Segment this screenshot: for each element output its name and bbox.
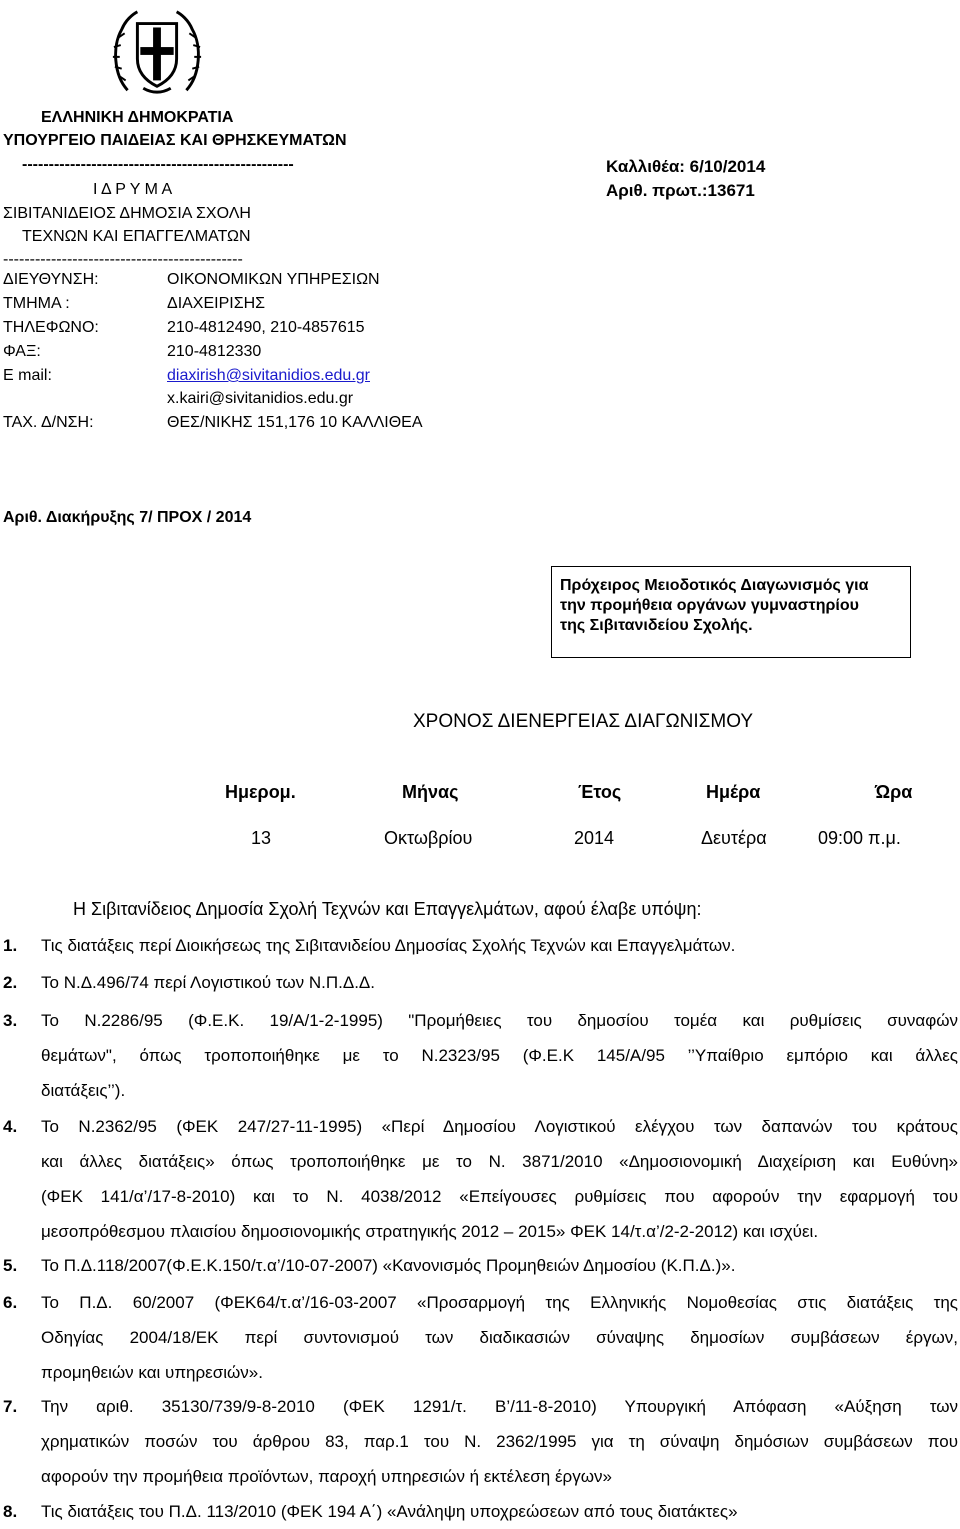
schedule-value-year: 2014 xyxy=(574,828,615,848)
foundation-label: Ι Δ Ρ Υ Μ Α xyxy=(93,181,173,198)
schedule-header-year: Έτος xyxy=(578,782,622,802)
list-item-line: μεσοπρόθεσμου πλαισίου δημοσιονομικής στρατηγικής 2012 – 2015» ΦΕΚ 14/τ.α’/2-2-2012) και ισχύει. xyxy=(41,1222,819,1241)
list-item xyxy=(41,965,958,1000)
list-item-line: Τις διατάξεις περί Διοικήσεως της Σιβιτανιδείου Δημοσίας Σχολής Τεχνών και Επαγγελμάτων. xyxy=(41,936,736,955)
list-item-line: Το Ν.2286/95 (Φ.Ε.Κ. 19/Α/1-2-1995) "Προμήθειες του δημοσίου τομέα και ρυθμίσεις συναφών xyxy=(41,1011,958,1030)
list-item-number: 1. xyxy=(3,936,18,955)
header-separator-2: --------------------------------------------- xyxy=(3,251,243,268)
list-item-number: 3. xyxy=(3,1011,18,1030)
subject-box xyxy=(551,566,911,658)
schedule-header-day-number: Ημερομ. xyxy=(225,782,296,802)
schedule-value-day-number: 13 xyxy=(251,828,272,848)
header-separator-1: --------------------------------------------------- xyxy=(22,156,294,173)
republic-heading: ΕΛΛΗΝΙΚΗ ΔΗΜΟΚΡΑΤΙΑ xyxy=(41,109,234,126)
announcement-number: Αριθ. Διακήρυξης 7/ ΠΡΟΧ / 2014 xyxy=(3,509,252,526)
list-item-line: Οδηγίας 2004/18/ΕΚ περί συντονισμού των διαδικασιών σύναψης δημοσίων συμβάσεων έργων, xyxy=(41,1328,958,1347)
contact-label-address: ΤΑΧ. Δ/ΝΣΗ: xyxy=(3,414,94,431)
list-item xyxy=(41,1389,958,1494)
list-item-number: 8. xyxy=(3,1502,18,1521)
schedule-value-time: 09:00 π.μ. xyxy=(818,828,901,848)
protocol-number: Αριθ. πρωτ.:13671 xyxy=(606,181,755,200)
list-item-line: Το Π.Δ. 60/2007 (ΦΕΚ64/τ.α’/16-03-2007 «Προσαρμογή της Ελληνικής Νομοθεσίας στις διατάξεις της xyxy=(41,1293,958,1312)
place-date: Καλλιθέα: 6/10/2014 xyxy=(606,157,766,176)
list-item-line: αφορούν την προμήθεια προϊόντων, παροχή υπηρεσιών ή εκτέλεση έργων» xyxy=(41,1467,612,1486)
list-item xyxy=(41,1003,958,1108)
subject-line-3: της Σιβιτανιδείου Σχολής. xyxy=(560,617,753,634)
list-item-line: και άλλες διατάξεις» όπως τροποποιήθηκε με το Ν. 3871/2010 «Δημοσιονομική Διαχείριση και Ευθύνη» xyxy=(41,1152,958,1171)
list-item-line: χρηματικών ποσών του άρθρου 83, παρ.1 του Ν. 2362/1995 για τη σύναψη δημόσιων συμβάσεων που xyxy=(41,1432,958,1451)
list-item xyxy=(41,1248,958,1283)
list-item-number: 2. xyxy=(3,973,18,992)
contact-value-address: ΘΕΣ/ΝΙΚΗΣ 151,176 10 ΚΑΛΛΙΘΕΑ xyxy=(167,414,423,431)
list-item-number: 6. xyxy=(3,1293,18,1312)
list-item-line: διατάξεις’’). xyxy=(41,1081,126,1100)
greek-coat-of-arms-emblem xyxy=(108,2,206,100)
list-item xyxy=(41,1285,958,1390)
contact-label-department: ΤΜΗΜΑ : xyxy=(3,295,70,312)
list-item-line: (ΦΕΚ 141/α’/17-8-2010) και το Ν. 4038/2012 «Επείγουσες ρυθμίσεις που αφορούν την εφαρμογή του xyxy=(41,1187,958,1206)
list-item-number: 7. xyxy=(3,1397,18,1416)
subject-line-2: την προμήθεια οργάνων γυμναστηρίου xyxy=(560,597,859,614)
list-item-line: Την αριθ. 35130/739/9-8-2010 (ΦΕΚ 1291/τ. Β’/11-8-2010) Υπουργική Απόφαση «Αύξηση των xyxy=(41,1397,958,1416)
contact-label-fax: ΦΑΞ: xyxy=(3,343,41,360)
contact-value-phone: 210-4812490, 210-4857615 xyxy=(167,319,365,336)
contact-value-directorate: ΟΙΚΟΝΟΜΙΚΩΝ ΥΠΗΡΕΣΙΩΝ xyxy=(167,271,380,288)
email-link-primary[interactable]: diaxirish@sivitanidios.edu.gr xyxy=(167,367,370,384)
list-item-line: Το Π.Δ.118/2007(Φ.Ε.Κ.150/τ.α’/10-07-2007) «Κανονισμός Προμηθειών Δημοσίου (Κ.Π.Δ.)». xyxy=(41,1256,736,1275)
list-item-line: Τις διατάξεις του Π.Δ. 113/2010 (ΦΕΚ 194 Α΄) «Ανάληψη υποχρεώσεων από τους διατάκτες» xyxy=(41,1502,738,1521)
list-item xyxy=(41,928,958,963)
school-name-line2: ΤΕΧΝΩΝ ΚΑΙ ΕΠΑΓΓΕΛΜΑΤΩΝ xyxy=(22,228,251,245)
list-item-line: Το Ν.Δ.496/74 περί Λογιστικού των Ν.Π.Δ.Δ. xyxy=(41,973,375,992)
email-secondary: x.kairi@sivitanidios.edu.gr xyxy=(167,390,354,407)
school-name-line1: ΣΙΒΙΤΑΝΙΔΕΙΟΣ ΔΗΜΟΣΙΑ ΣΧΟΛΗ xyxy=(3,205,251,222)
ministry-heading: ΥΠΟΥΡΓΕΙΟ ΠΑΙΔΕΙΑΣ ΚΑΙ ΘΡΗΣΚΕΥΜΑΤΩΝ xyxy=(3,132,347,149)
list-item-number: 5. xyxy=(3,1256,18,1275)
list-item xyxy=(41,1109,958,1249)
contact-label-directorate: ΔΙΕΥΘΥΝΣΗ: xyxy=(3,271,99,288)
contact-value-fax: 210-4812330 xyxy=(167,343,262,360)
schedule-value-weekday: Δευτέρα xyxy=(701,828,767,848)
schedule-value-month: Οκτωβρίου xyxy=(384,828,473,848)
list-item-line: Το Ν.2362/95 (ΦΕΚ 247/27-11-1995) «Περί Δημοσίου Λογιστικού ελέγχου των δαπανών του κράτους xyxy=(41,1117,958,1136)
list-item-line: θεμάτων", όπως τροποποιήθηκε με το Ν.2323/95 (Φ.Ε.Κ 145/Α/95 ’’Υπαίθριο εμπόριο και άλλες xyxy=(41,1046,958,1065)
intro-text: Η Σιβιτανίδειος Δημοσία Σχολή Τεχνών και Επαγγελμάτων, αφού έλαβε υπόψη: xyxy=(73,899,702,919)
contact-value-department: ΔΙΑΧΕΙΡΙΣΗΣ xyxy=(167,295,266,312)
schedule-header-month: Μήνας xyxy=(402,782,459,802)
schedule-header-weekday: Ημέρα xyxy=(706,782,761,802)
schedule-title: ΧΡΟΝΟΣ ΔΙΕΝΕΡΓΕΙΑΣ ΔΙΑΓΩΝΙΣΜΟΥ xyxy=(413,711,754,732)
contact-label-phone: ΤΗΛΕΦΩΝΟ: xyxy=(3,319,99,336)
schedule-header-time: Ώρα xyxy=(875,782,913,802)
subject-line-1: Πρόχειρος Μειοδοτικός Διαγωνισμός για xyxy=(560,577,869,594)
contact-label-email: E mail: xyxy=(3,367,52,384)
list-item-number: 4. xyxy=(3,1117,18,1136)
list-item-line: προμηθειών και υπηρεσιών». xyxy=(41,1363,263,1382)
